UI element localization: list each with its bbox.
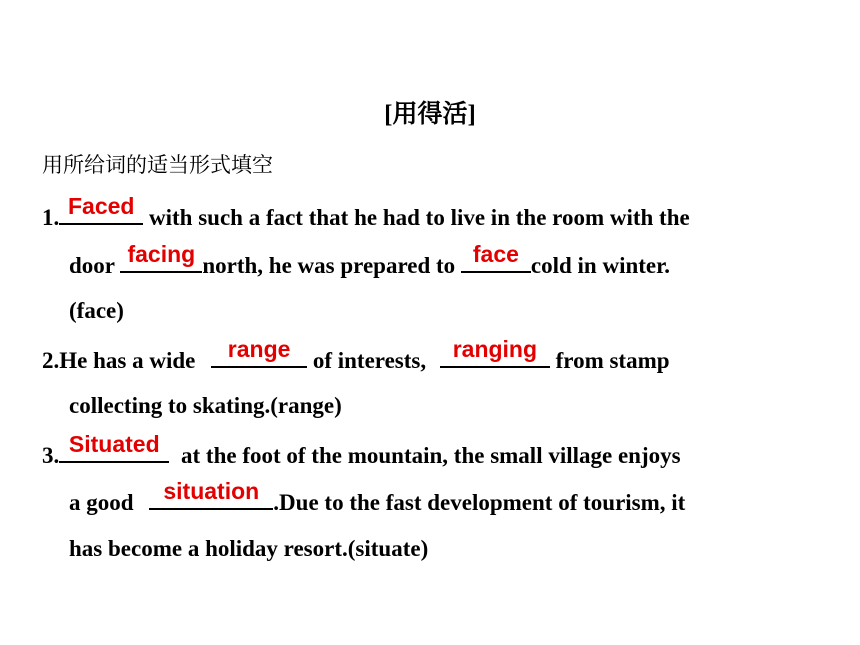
- q1-blank-3: [461, 241, 531, 273]
- q2-line-1: [42, 336, 670, 375]
- q1-blank-1: [59, 193, 143, 225]
- q2-text-1c: from stamp: [549, 348, 670, 373]
- instruction-text: 用所给词的适当形式填空: [42, 153, 273, 177]
- q3-number: 3.: [42, 443, 60, 468]
- q3-line-3: has become a holiday resort.(situate): [69, 536, 429, 561]
- q3-line-1: [42, 431, 681, 470]
- section-title: [用得活]: [384, 99, 476, 128]
- q2-blank-1: [211, 336, 307, 368]
- q2-blank-2: [440, 336, 550, 368]
- q2-line-2: collecting to skating.(range): [69, 393, 342, 418]
- q1-answer-1: Faced: [68, 193, 135, 219]
- q1-text-2a: door: [69, 253, 121, 278]
- q1-text-2c: cold in winter.: [530, 253, 670, 278]
- q3-text-1: at the foot of the mountain, the small village enjoys: [175, 443, 681, 468]
- q1-text-2b: north, he was prepared to: [202, 253, 461, 278]
- q1-number: 1.: [42, 205, 60, 230]
- q1-blank-2: [120, 241, 202, 273]
- q3-blank-2: [149, 478, 273, 510]
- q2-answer-2: ranging: [452, 336, 538, 362]
- q1-answer-2: facing: [127, 241, 196, 267]
- q1-answer-3: face: [472, 241, 519, 267]
- q3-blank-1: [59, 431, 169, 463]
- q3-text-2a: a good: [69, 490, 140, 515]
- q3-answer-1: Situated: [68, 431, 160, 457]
- q2-text-1b: of interests,: [307, 348, 432, 373]
- q1-line-3: (face): [69, 298, 124, 323]
- q1-text-1: with such a fact that he had to live in the room with the: [143, 205, 690, 230]
- q3-text-2b: .Due to the fast development of tourism, it: [273, 490, 686, 515]
- q1-line-2: [69, 241, 670, 280]
- q2-answer-1: range: [227, 336, 291, 362]
- q1-line-1: [42, 193, 690, 232]
- q2-number: 2.: [42, 348, 60, 373]
- q3-answer-2: situation: [163, 478, 260, 504]
- q2-text-1a: He has a wide: [59, 348, 202, 373]
- q3-line-2: [69, 478, 686, 517]
